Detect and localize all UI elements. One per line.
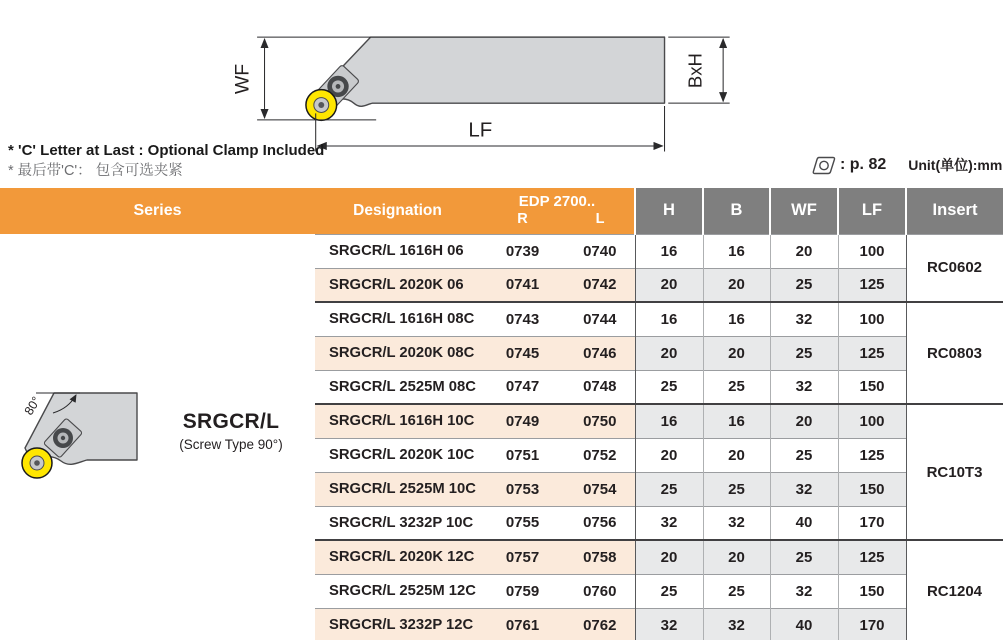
series-title-block [152, 410, 310, 452]
wf-cell: 32 [770, 370, 838, 404]
lf-cell: 125 [838, 540, 906, 574]
h-column-header: H [635, 188, 703, 234]
table-row [315, 608, 1003, 640]
designation-column-header: Designation [315, 188, 480, 234]
edp-r-cell: 0759 [480, 574, 565, 608]
designation-cell: SRGCR/L 2525M 08C [315, 370, 480, 404]
designation-cell: SRGCR/L 2020K 12C [315, 540, 480, 574]
edp-l-header: L [595, 210, 605, 227]
h-cell: 32 [635, 506, 703, 540]
wf-cell: 32 [770, 302, 838, 336]
lf-dimension-label: LF [468, 118, 493, 142]
note-clamp-zh: * 最后带'C'： 包含可选夹紧 [8, 163, 183, 179]
table-row [315, 438, 1003, 472]
designation-cell: SRGCR/L 1616H 08C [315, 302, 480, 336]
angle-label: 80° [21, 394, 44, 418]
edp-l-cell: 0748 [565, 370, 635, 404]
table-row [315, 540, 1003, 574]
wf-cell: 32 [770, 472, 838, 506]
lf-cell: 125 [838, 438, 906, 472]
designation-cell: SRGCR/L 2525M 12C [315, 574, 480, 608]
designation-cell: SRGCR/L 2525M 10C [315, 472, 480, 506]
page-number-label: : p. 82 [840, 156, 887, 173]
table-row [315, 370, 1003, 404]
wf-dimension-label: WF [231, 63, 254, 95]
insert-column-header: Insert [906, 188, 1003, 234]
insert-cell: RC1204 [906, 540, 1003, 640]
unit-label: Unit(单位):mm [908, 157, 1003, 173]
b-cell: 20 [703, 336, 770, 370]
edp-r-cell: 0753 [480, 472, 565, 506]
table-row [315, 506, 1003, 540]
insert-cell: RC0602 [906, 234, 1003, 302]
edp-l-cell: 0756 [565, 506, 635, 540]
lf-cell: 150 [838, 472, 906, 506]
h-cell: 20 [635, 438, 703, 472]
spec-table [315, 188, 1003, 640]
h-cell: 25 [635, 472, 703, 506]
h-cell: 16 [635, 302, 703, 336]
b-cell: 32 [703, 506, 770, 540]
lf-cell: 125 [838, 336, 906, 370]
table-row [315, 302, 1003, 336]
table-body [315, 234, 1003, 640]
b-cell: 16 [703, 234, 770, 268]
series-tool-thumbnail [10, 382, 160, 490]
series-cell [0, 234, 315, 640]
edp-r-header: R [517, 210, 528, 227]
designation-cell: SRGCR/L 3232P 12C [315, 608, 480, 640]
wf-cell: 20 [770, 404, 838, 438]
insert-cell: RC0803 [906, 302, 1003, 404]
page-reference [812, 155, 1003, 175]
wf-cell: 25 [770, 438, 838, 472]
round-insert-shape-icon [812, 156, 836, 175]
edp-r-cell: 0749 [480, 404, 565, 438]
edp-r-cell: 0751 [480, 438, 565, 472]
edp-header-label: EDP 2700.. [518, 192, 596, 210]
edp-r-cell: 0739 [480, 234, 565, 268]
wf-cell: 25 [770, 268, 838, 302]
edp-l-cell: 0754 [565, 472, 635, 506]
edp-l-cell: 0750 [565, 404, 635, 438]
edp-r-cell: 0761 [480, 608, 565, 640]
footnotes [8, 140, 324, 182]
wf-cell: 25 [770, 336, 838, 370]
edp-l-cell: 0752 [565, 438, 635, 472]
designation-cell: SRGCR/L 2020K 08C [315, 336, 480, 370]
edp-r-cell: 0743 [480, 302, 565, 336]
edp-l-cell: 0744 [565, 302, 635, 336]
edp-r-cell: 0755 [480, 506, 565, 540]
designation-cell: SRGCR/L 2020K 10C [315, 438, 480, 472]
note-clamp-en: * 'C' Letter at Last : Optional Clamp Included [8, 142, 325, 159]
bxh-dimension-label: BxH [684, 53, 706, 89]
edp-l-cell: 0740 [565, 234, 635, 268]
table-row [315, 574, 1003, 608]
series-column-header: Series [0, 188, 315, 234]
table-row [315, 472, 1003, 506]
b-cell: 25 [703, 574, 770, 608]
h-cell: 16 [635, 404, 703, 438]
h-cell: 25 [635, 370, 703, 404]
b-cell: 32 [703, 608, 770, 640]
designation-cell: SRGCR/L 1616H 06 [315, 234, 480, 268]
insert-cell: RC10T3 [906, 404, 1003, 540]
wf-column-header: WF [770, 188, 838, 234]
edp-r-cell: 0757 [480, 540, 565, 574]
lf-cell: 100 [838, 404, 906, 438]
wf-cell: 25 [770, 540, 838, 574]
h-cell: 25 [635, 574, 703, 608]
edp-column-header [480, 188, 635, 234]
edp-r-cell: 0745 [480, 336, 565, 370]
table-header [315, 188, 1003, 234]
lf-column-header: LF [838, 188, 906, 234]
edp-l-cell: 0758 [565, 540, 635, 574]
wf-cell: 32 [770, 574, 838, 608]
lf-cell: 150 [838, 574, 906, 608]
b-cell: 20 [703, 438, 770, 472]
designation-cell: SRGCR/L 2020K 06 [315, 268, 480, 302]
lf-cell: 100 [838, 234, 906, 268]
wf-cell: 20 [770, 234, 838, 268]
table-row [315, 336, 1003, 370]
b-cell: 16 [703, 302, 770, 336]
lf-cell: 150 [838, 370, 906, 404]
b-column-header: B [703, 188, 770, 234]
h-cell: 20 [635, 336, 703, 370]
h-cell: 32 [635, 608, 703, 640]
b-cell: 20 [703, 540, 770, 574]
table-row [315, 268, 1003, 302]
b-cell: 25 [703, 472, 770, 506]
lf-cell: 170 [838, 608, 906, 640]
edp-l-cell: 0762 [565, 608, 635, 640]
h-cell: 20 [635, 540, 703, 574]
series-subtitle: (Screw Type 90°) [179, 437, 283, 452]
edp-r-cell: 0747 [480, 370, 565, 404]
b-cell: 20 [703, 268, 770, 302]
edp-l-cell: 0760 [565, 574, 635, 608]
lf-cell: 125 [838, 268, 906, 302]
wf-cell: 40 [770, 506, 838, 540]
edp-r-cell: 0741 [480, 268, 565, 302]
table-row [315, 404, 1003, 438]
b-cell: 16 [703, 404, 770, 438]
tool-body-shape [317, 37, 665, 106]
edp-l-cell: 0742 [565, 268, 635, 302]
h-cell: 20 [635, 268, 703, 302]
b-cell: 25 [703, 370, 770, 404]
lf-cell: 100 [838, 302, 906, 336]
table-row [315, 234, 1003, 268]
designation-cell: SRGCR/L 3232P 10C [315, 506, 480, 540]
edp-l-cell: 0746 [565, 336, 635, 370]
designation-cell: SRGCR/L 1616H 10C [315, 404, 480, 438]
h-cell: 16 [635, 234, 703, 268]
lf-cell: 170 [838, 506, 906, 540]
series-name: SRGCR/L [182, 410, 280, 433]
wf-cell: 40 [770, 608, 838, 640]
